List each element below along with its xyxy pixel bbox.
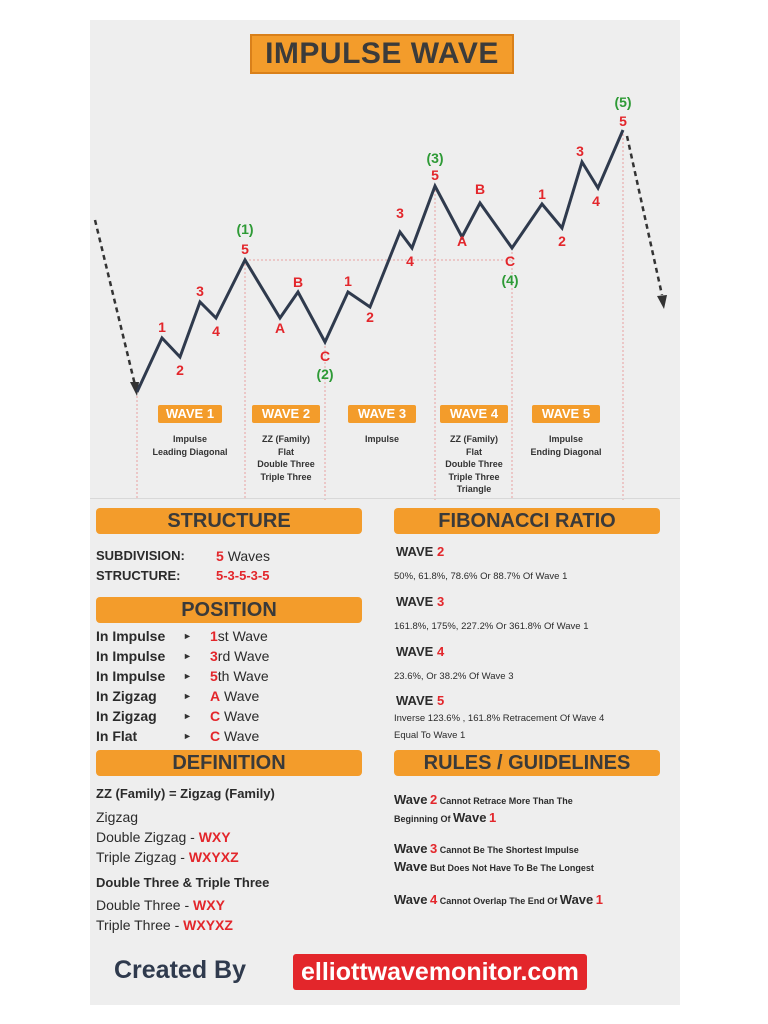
wave-5-label: WAVE 5 (532, 405, 600, 423)
wave-point-label: C (319, 348, 331, 364)
wave-point-label: 4 (592, 193, 600, 209)
fib-wave-2-text: 50%, 61.8%, 78.6% Or 88.7% Of Wave 1 (394, 571, 568, 582)
wave-point-label: C (504, 253, 516, 269)
wave-3-desc: Impulse (364, 434, 399, 444)
degree-label: (2) (316, 366, 334, 382)
footer-website-link[interactable]: elliottwavemonitor.com (293, 954, 587, 990)
wave-point-label: 2 (176, 362, 184, 378)
arrow-icon: ► (183, 731, 192, 741)
subdivision-value: 5 Waves (216, 548, 270, 564)
rule-1-line-2: Beginning Of Wave 1 (394, 810, 497, 825)
wave-2-label: WAVE 2 (252, 405, 320, 423)
rule-2-line-2: Wave But Does Not Have To Be The Longest (394, 859, 594, 874)
list-item: In Flat (96, 728, 138, 744)
wave-4-desc: ZZ (Family) Flat Double Three Triple Three Triangle (445, 434, 503, 494)
wave-point-label: 1 (158, 319, 166, 335)
exit-arrow (627, 136, 662, 295)
fib-wave-4-text: 23.6%, Or 38.2% Of Wave 3 (394, 671, 514, 682)
wave-4-label: WAVE 4 (440, 405, 508, 423)
wave-point-label: 5 (619, 113, 627, 129)
wave-point-label: 2 (558, 233, 566, 249)
wave-point-label: 4 (406, 253, 414, 269)
arrow-icon: ► (183, 631, 192, 641)
wave-point-label: 1 (344, 273, 352, 289)
wave-point-label: 4 (212, 323, 220, 339)
list-item: 1st Wave (210, 628, 268, 644)
list-item: In Zigzag (96, 688, 157, 704)
wave-point-label: A (274, 320, 286, 336)
impulse-wave-diagram (90, 20, 680, 500)
arrow-icon: ► (183, 671, 192, 681)
wave-point-label: B (292, 274, 304, 290)
exit-arrowhead (657, 295, 667, 309)
definition-heading: DEFINITION (96, 750, 362, 776)
fibonacci-heading: FIBONACCI RATIO (394, 508, 660, 534)
arrow-icon: ► (183, 651, 192, 661)
fib-wave-3-text: 161.8%, 175%, 227.2% Or 361.8% Of Wave 1 (394, 621, 589, 632)
wave-point-label: 5 (431, 167, 439, 183)
list-item: In Zigzag (96, 708, 157, 724)
fib-wave-5-text: Inverse 123.6% , 161.8% Retracement Of Wave 4 (394, 713, 605, 724)
degree-label: (5) (614, 94, 632, 110)
double-triple-three-heading: Double Three & Triple Three (96, 875, 270, 890)
infographic-card (90, 20, 680, 1005)
structure-value: 5-3-5-3-5 (216, 568, 270, 583)
wave-1-desc: Impulse Leading Diagonal (152, 434, 228, 457)
list-item: 5th Wave (210, 668, 269, 684)
wave-point-label: 5 (241, 241, 249, 257)
double-zigzag-item: Double Zigzag - WXY (96, 829, 231, 845)
list-item: 3rd Wave (210, 648, 270, 664)
wave-point-label: B (474, 181, 486, 197)
list-item: C Wave (210, 728, 260, 744)
list-item: In Impulse (96, 648, 166, 664)
structure-label: STRUCTURE: (96, 568, 181, 583)
list-item: A Wave (210, 688, 260, 704)
wave-3-label: WAVE 3 (348, 405, 416, 423)
zigzag-item: Zigzag (96, 809, 139, 825)
wave-point-label: 3 (196, 283, 204, 299)
position-heading: POSITION (96, 597, 362, 623)
wave-point-label: 2 (366, 309, 374, 325)
page-title: IMPULSE WAVE (250, 34, 514, 74)
arrow-icon: ► (183, 691, 192, 701)
wave-point-label: 1 (538, 186, 546, 202)
list-item: In Impulse (96, 628, 166, 644)
rule-3: Wave 4 Cannot Overlap The End Of Wave 1 (394, 892, 604, 907)
entry-arrow (95, 220, 135, 385)
rule-2: Wave 3 Cannot Be The Shortest Impulse (394, 841, 579, 856)
list-item: C Wave (210, 708, 260, 724)
zz-definition: ZZ (Family) = Zigzag (Family) (96, 786, 275, 801)
wave-2-desc: ZZ (Family) Flat Double Three Triple Three (257, 434, 315, 482)
wave-5-desc: Impulse Ending Diagonal (530, 434, 602, 457)
wave-point-label: 3 (396, 205, 404, 221)
double-three-item: Double Three - WXY (96, 897, 225, 913)
wave-path (137, 130, 623, 392)
fib-wave-5-text-2: Equal To Wave 1 (394, 730, 466, 741)
triple-three-item: Triple Three - WXYXZ (96, 917, 233, 933)
subdivision-label: SUBDIVISION: (96, 548, 185, 563)
section-divider (90, 498, 680, 499)
degree-label: (4) (501, 272, 519, 288)
triple-zigzag-item: Triple Zigzag - WXYXZ (96, 849, 239, 865)
degree-label: (1) (236, 221, 254, 237)
structure-heading: STRUCTURE (96, 508, 362, 534)
fib-wave-5-title: WAVE 5 (396, 693, 445, 708)
arrow-icon: ► (183, 711, 192, 721)
footer-created-by: Created By (114, 956, 246, 984)
wave-1-label: WAVE 1 (158, 405, 222, 423)
wave-point-label: 3 (576, 143, 584, 159)
rules-heading: RULES / GUIDELINES (394, 750, 660, 776)
fib-wave-2-title: WAVE 2 (396, 544, 445, 559)
list-item: In Impulse (96, 668, 166, 684)
degree-label: (3) (426, 150, 444, 166)
fib-wave-3-title: WAVE 3 (396, 594, 445, 609)
fib-wave-4-title: WAVE 4 (396, 644, 445, 659)
wave-point-label: A (456, 233, 468, 249)
rule-1: Wave 2 Cannot Retrace More Than The (394, 792, 573, 807)
